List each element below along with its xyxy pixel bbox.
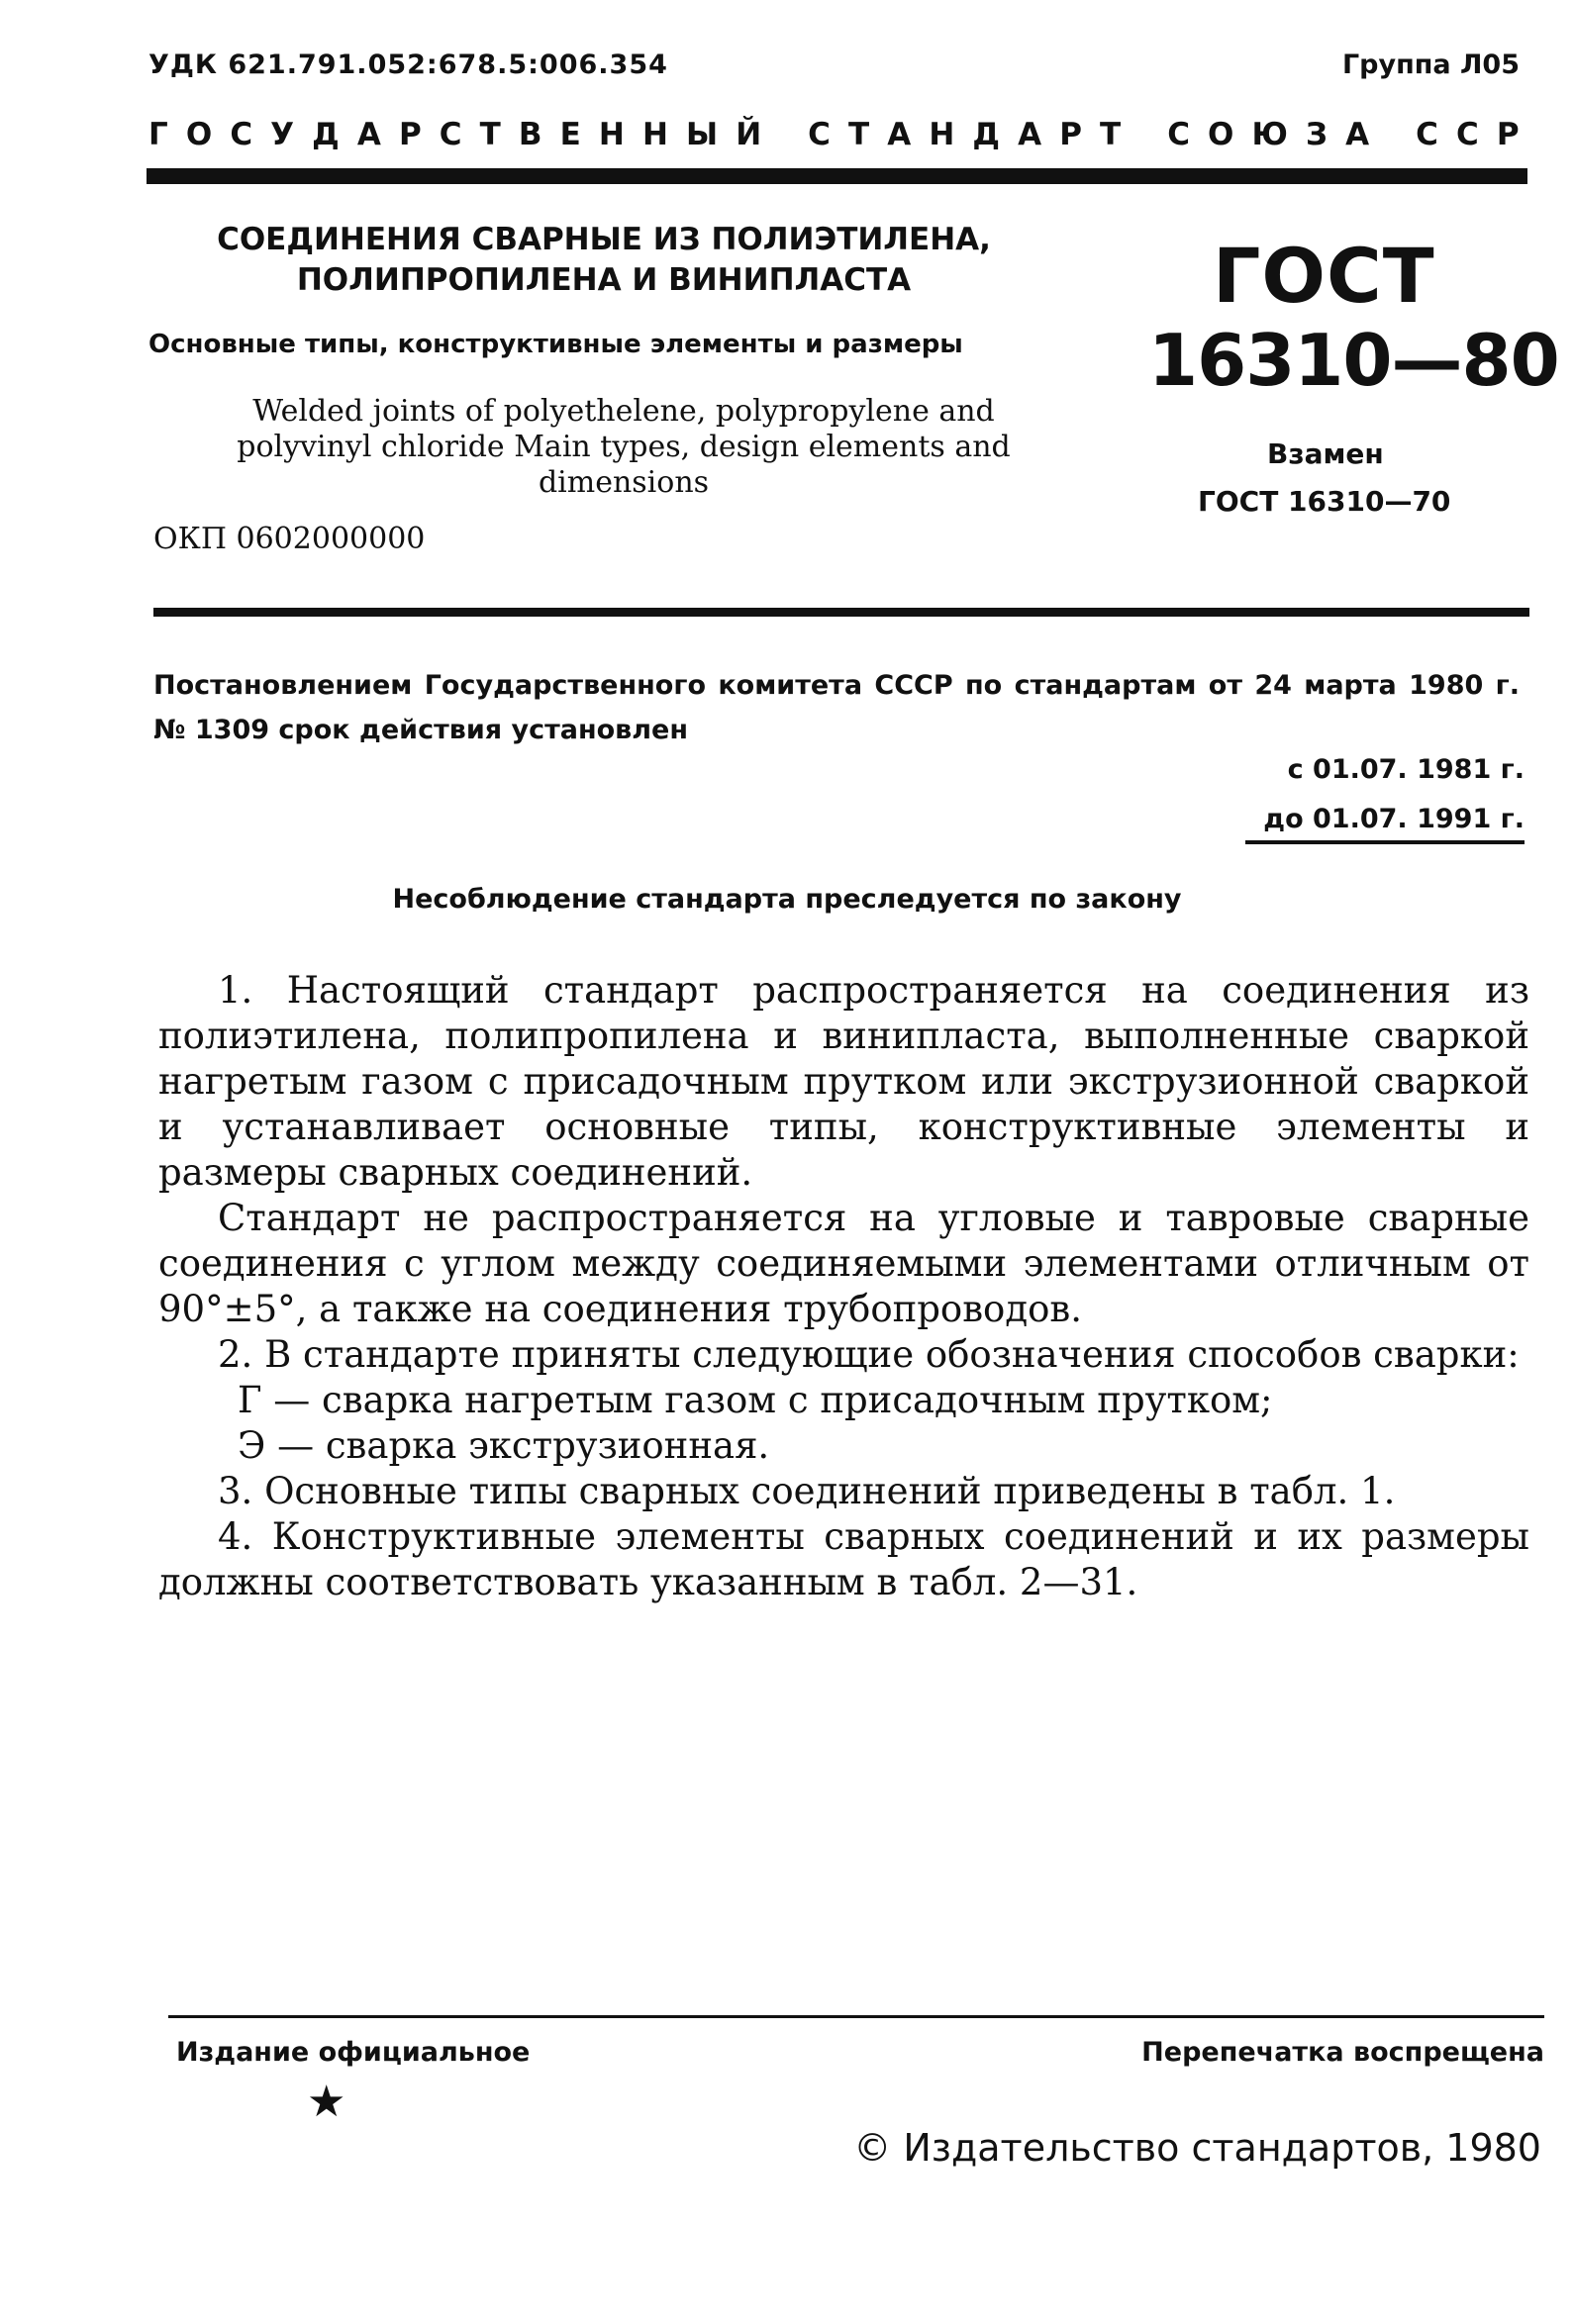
banner-letter: Р (1059, 117, 1082, 152)
udk-code: УДК 621.791.052:678.5:006.354 (148, 49, 668, 80)
banner-letter: З (1305, 117, 1328, 152)
banner-letter: С (439, 117, 462, 152)
paragraph-3: 2. В стандарте приняты следующие обозначения способов сварки: (218, 1333, 1520, 1376)
title-line-2: ПОЛИПРОПИЛЕНА И ВИНИПЛАСТА (296, 262, 912, 298)
gost-number: 16310—80 (1148, 319, 1559, 402)
replaces-gost: ГОСТ 16310—70 (1198, 485, 1451, 518)
document-subtitle: Основные типы, конструктивные элементы и размеры (148, 330, 963, 359)
official-edition: Издание официальное (176, 2037, 531, 2068)
banner-letter: А (356, 117, 381, 152)
banner-letter: А (1345, 117, 1370, 152)
banner-letter: Д (972, 117, 1001, 152)
footer-rule (168, 2015, 1544, 2018)
banner-letter: Т (848, 117, 870, 152)
banner-letter (779, 117, 790, 152)
banner-letter: Д (312, 117, 340, 152)
banner-letter: Е (559, 117, 581, 152)
group-code: Группа Л05 (1341, 49, 1520, 80)
reprint-prohibited: Перепечатка воспрещена (1141, 2037, 1544, 2068)
valid-to-date: до 01.07. 1991 г. (1245, 804, 1525, 844)
standard-body (158, 968, 1529, 1605)
state-standard-banner (148, 117, 1520, 152)
gost-label: ГОСТ (1213, 232, 1435, 320)
header-rule (147, 168, 1527, 184)
designation-e: Э — сварка экструзионная. (238, 1424, 770, 1467)
section-rule (153, 608, 1529, 617)
banner-letter: В (518, 117, 542, 152)
law-notice: Несоблюдение стандарта преследуется по закону (392, 884, 1182, 915)
banner-letter: Т (1100, 117, 1122, 152)
banner-letter: Н (929, 117, 955, 152)
banner-letter: Н (641, 117, 668, 152)
banner-letter: С (230, 117, 253, 152)
english-line-1: Welded joints of polyethelene, polypropylene and (252, 394, 995, 429)
replaces-label: Взамен (1267, 437, 1384, 470)
banner-letter: Р (398, 117, 422, 152)
english-line-3: dimensions (538, 465, 710, 500)
banner-letter: О (1208, 117, 1234, 152)
okp-code: ОКП 0602000000 (153, 522, 426, 556)
banner-letter: Н (598, 117, 625, 152)
publisher-copyright: © Издательство стандартов, 1980 (853, 2126, 1541, 2170)
banner-letter: С (808, 117, 831, 152)
english-line-2: polyvinyl chloride Main types, design elements and (237, 430, 1011, 464)
banner-letter: О (185, 117, 213, 152)
banner-letter: А (1018, 117, 1042, 152)
banner-letter: А (887, 117, 912, 152)
valid-from-date: с 01.07. 1981 г. (1287, 754, 1525, 785)
banner-letter: Г (148, 117, 168, 152)
banner-letter: Й (736, 117, 762, 152)
banner-letter: Р (1496, 117, 1520, 152)
title-line-1: СОЕДИНЕНИЯ СВАРНЫЕ ИЗ ПОЛИЭТИЛЕНА, (217, 222, 991, 257)
banner-letter (1138, 117, 1149, 152)
banner-letter: У (270, 117, 295, 152)
paragraph-4: 4. Конструктивные элементы сварных соединений и их размеры должны соответствовать указанным в табл. 2—31. (158, 1515, 1529, 1603)
star-icon: ★ (307, 2077, 346, 2127)
document-title (158, 220, 1049, 301)
english-title (168, 394, 1079, 501)
banner-letter: Ю (1251, 117, 1288, 152)
decree-text: Постановлением Государственного комитета СССР по стандартам от 24 марта 1980 г. № 1309 срок действия установлен (153, 670, 1520, 745)
designation-g: Г — сварка нагретым газом с присадочным прутком; (238, 1379, 1273, 1421)
banner-letter (1387, 117, 1398, 152)
paragraph-3-types: 3. Основные типы сварных соединений приведены в табл. 1. (218, 1470, 1396, 1512)
banner-letter: Т (479, 117, 501, 152)
banner-letter: С (1455, 117, 1479, 152)
banner-letter: С (1416, 117, 1438, 152)
banner-letter: Ы (686, 117, 719, 152)
paragraph-2: Стандарт не распространяется на угловые и тавровые сварные соединения с углом между соединяемыми элементами отличным от 90°±5°, а также на соединения трубопроводов. (158, 1197, 1529, 1330)
banner-letter: С (1167, 117, 1190, 152)
paragraph-1: 1. Настоящий стандарт распространяется на соединения из полиэтилена, полипропилена и винипласта, выполненные сваркой нагретым газом с присадочным прутком или экструзионной сваркой и устанавливает основные типы, конструктивные элементы и размеры сварных соединений. (158, 969, 1529, 1194)
